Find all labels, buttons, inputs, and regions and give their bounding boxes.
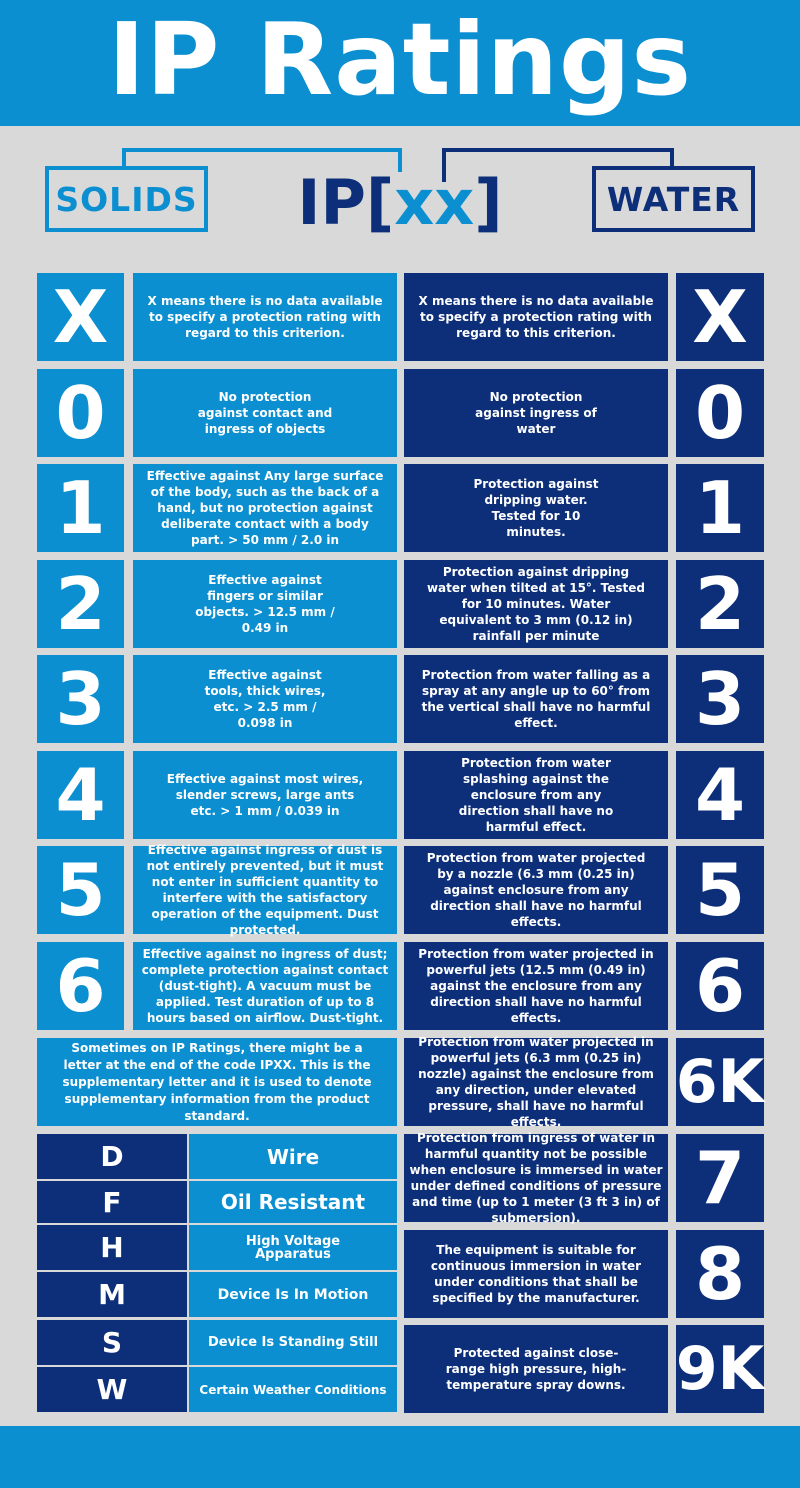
water-desc-x: X means there is no data available to specify a protection rating with regard to this criterion. (404, 273, 668, 361)
solids-code-4: 4 (37, 751, 124, 839)
letter-d: D (37, 1134, 187, 1179)
letter-f-meaning: Oil Resistant (189, 1181, 397, 1223)
ip-code (290, 158, 510, 248)
solids-label: SOLIDS (45, 166, 208, 232)
water-code-6k: 6K (676, 1038, 764, 1126)
letter-s: S (37, 1320, 187, 1365)
water-code-0: 0 (676, 369, 764, 457)
letter-m-meaning: Device Is In Motion (189, 1272, 397, 1317)
solids-code-1: 1 (37, 464, 124, 552)
solids-desc-1: Effective against Any large surface of the body, such as the back of a hand, but no protection against deliberate contact with a body part. > 50 mm / 2.0 in (133, 464, 397, 552)
water-desc-9k: Protected against close-range high pressure, high-temperature spray downs. (404, 1325, 668, 1413)
ip-code-prefix: IP[ (297, 166, 395, 239)
water-code-8: 8 (676, 1230, 764, 1318)
solids-desc-x: X means there is no data available to specify a protection rating with regard to this criterion. (133, 273, 397, 361)
water-code-x: X (676, 273, 764, 361)
water-code-6: 6 (676, 942, 764, 1030)
water-desc-2: Protection against dripping water when tilted at 15°. Tested for 10 minutes. Water equivalent to 3 mm (0.12 in) rainfall per minute (404, 560, 668, 648)
water-code-3: 3 (676, 655, 764, 743)
solids-desc-4: Effective against most wires, slender screws, large ants etc. > 1 mm / 0.039 in (133, 751, 397, 839)
letter-s-meaning: Device Is Standing Still (189, 1320, 397, 1365)
letter-h: H (37, 1225, 187, 1270)
water-code-2: 2 (676, 560, 764, 648)
ip-code-xx: xx (394, 166, 475, 239)
water-code-9k: 9K (676, 1325, 764, 1413)
solids-code-5: 5 (37, 846, 124, 934)
footer-bar (0, 1426, 800, 1488)
letter-w: W (37, 1367, 187, 1412)
solids-code-0: 0 (37, 369, 124, 457)
supplementary-note: Sometimes on IP Ratings, there might be a letter at the end of the code IPXX. This is the supplementary letter and it is used to denote supplementary information from the product standard. (37, 1038, 397, 1126)
water-desc-0: No protection against ingress of water (404, 369, 668, 457)
water-label: WATER (592, 166, 755, 232)
letter-f: F (37, 1181, 187, 1223)
solids-desc-0: No protection against contact and ingress of objects (133, 369, 397, 457)
solids-desc-6: Effective against no ingress of dust; complete protection against contact (dust-tight). A vacuum must be applied. Test duration of up to 8 hours based on airflow. Dust-tight. (133, 942, 397, 1030)
solids-desc-3: Effective against tools, thick wires, etc. > 2.5 mm / 0.098 in (133, 655, 397, 743)
solids-code-x: X (37, 273, 124, 361)
water-code-5: 5 (676, 846, 764, 934)
water-desc-4: Protection from water splashing against the enclosure from any direction shall have no harmful effect. (404, 751, 668, 839)
letter-d-meaning: Wire (189, 1134, 397, 1179)
water-desc-6k: Protection from water projected in powerful jets (6.3 mm (0.25 in) nozzle) against the enclosure from any direction, under elevated pressure, shall have no harmful effects. (404, 1038, 668, 1126)
solids-desc-5: Effective against ingress of dust is not entirely prevented, but it must not enter in sufficient quantity to interfere with the satisfactory operation of the equipment. Dust protected. (133, 846, 397, 934)
letter-w-meaning: Certain Weather Conditions (189, 1367, 397, 1412)
water-desc-8: The equipment is suitable for continuous immersion in water under conditions that shall be specified by the manufacturer. (404, 1230, 668, 1318)
water-desc-7: Protection from ingress of water in harmful quantity not be possible when enclosure is immersed in water under defined conditions of pressure and time (up to 1 meter (3 ft 3 in) of submersion). (404, 1134, 668, 1222)
solids-code-3: 3 (37, 655, 124, 743)
water-code-4: 4 (676, 751, 764, 839)
solids-code-6: 6 (37, 942, 124, 1030)
letter-m: M (37, 1272, 187, 1317)
water-code-1: 1 (676, 464, 764, 552)
water-desc-1: Protection against dripping water. Tested for 10 minutes. (404, 464, 668, 552)
water-desc-6: Protection from water projected in powerful jets (12.5 mm (0.49 in) against the enclosure from any direction shall have no harmful effects. (404, 942, 668, 1030)
solids-desc-2: Effective against fingers or similar objects. > 12.5 mm / 0.49 in (133, 560, 397, 648)
water-code-7: 7 (676, 1134, 764, 1222)
water-desc-5: Protection from water projected by a nozzle (6.3 mm (0.25 in) against enclosure from any direction shall have no harmful effects. (404, 846, 668, 934)
page-title: IP Ratings (107, 1, 693, 118)
water-desc-3: Protection from water falling as a spray at any angle up to 60° from the vertical shall have no harmful effect. (404, 655, 668, 743)
solids-code-2: 2 (37, 560, 124, 648)
ip-code-suffix: ] (474, 166, 503, 239)
letter-h-meaning: High Voltage Apparatus (189, 1225, 397, 1270)
